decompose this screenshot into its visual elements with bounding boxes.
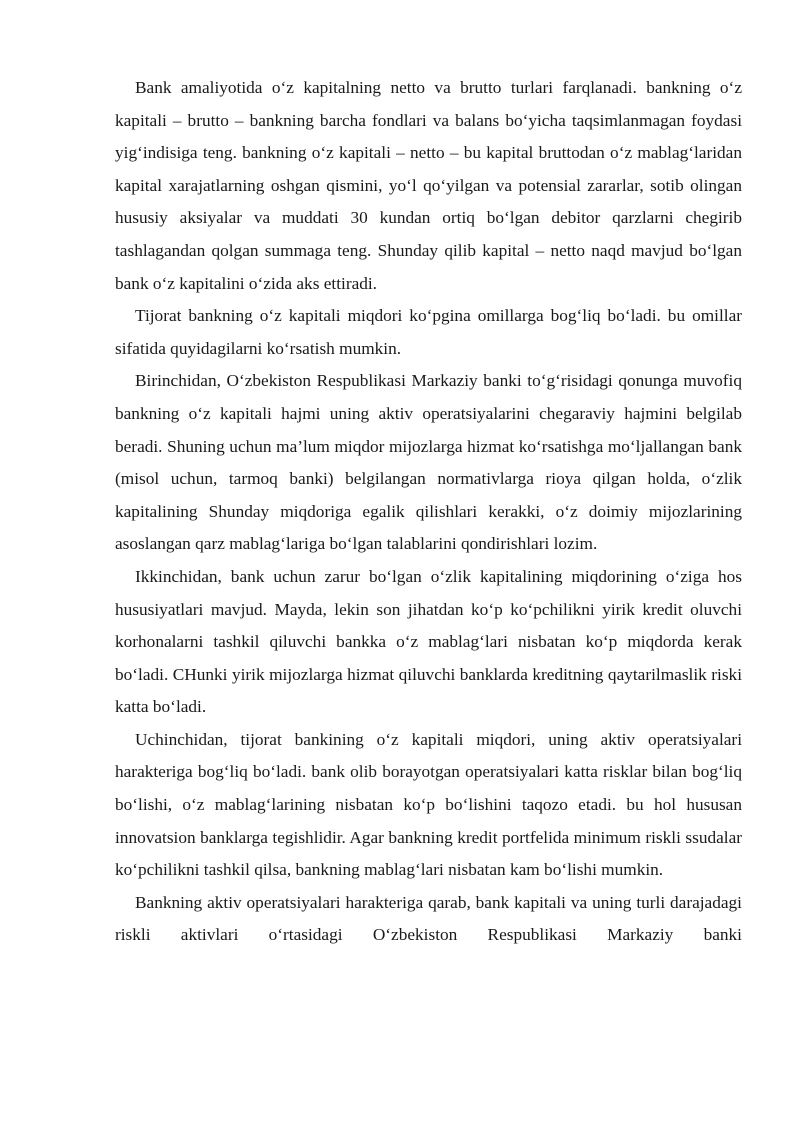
document-page (115, 72, 742, 952)
paragraph-capital-factors: Tijorat bankning o‘z kapitali miqdori ko‘pgina omillarga bog‘liq bo‘ladi. bu omillar sifatida quyidagilarni ko‘rsatish mumkin. (115, 306, 742, 358)
paragraph-active-operations: Bankning aktiv operatsiyalari harakteriga qarab, bank kapitali va uning turli darajadagi riskli aktivlari o‘rtasidagi O‘zbekiston Respublikasi Markaziy banki (115, 892, 742, 945)
paragraph-secondly: Ikkinchidan, bank uchun zarur bo‘lgan o‘zlik kapitalining miqdorining o‘ziga hos hususiyatlari mavjud. Mayda, lekin son jihatdan ko‘p ko‘pchilikni yirik kredit oluvchi korhonalarni tashkil qiluvchi bankka o‘z mablag‘lari nisbatan ko‘p miqdorda kerak bo‘ladi. CHunki yirik mijozlarga hizmat qiluvchi banklarda kreditning qaytarilmaslik riski katta bo‘ladi. (115, 566, 742, 717)
paragraph-thirdly: Uchinchidan, tijorat bankining o‘z kapitali miqdori, uning aktiv operatsiyalari harakteriga bog‘liq bo‘ladi. bank olib borayotgan operatsiyalari katta risklar bilan bog‘liq bo‘lishi, o‘z mablag‘larining nisbatan ko‘p bo‘lishini taqozo etadi. bu hol hususan innovatsion banklarga tegishlidir. Agar bankning kredit portfelida minimum riskli ssudalar ko‘pchilikni tashkil qilsa, bankning mablag‘lari nisbatan kam bo‘lishi mumkin. (115, 729, 742, 880)
paragraph-firstly: Birinchidan, O‘zbekiston Respublikasi Markaziy banki to‘g‘risidagi qonunga muvofiq bankning o‘z kapitali hajmi uning aktiv operatsiyalarini chegaraviy hajmini belgilab beradi. Shuning uchun ma’lum miqdor mijozlarga hizmat ko‘rsatishga mo‘ljallangan bank (misol uchun, tarmoq banki) belgilangan normativlarga rioya qilgan holda, o‘zlik kapitalining Shunday miqdoriga egalik qilishlari kerakki, o‘z doimiy mijozlarining asoslangan qarz mablag‘lariga bo‘lgan talablarini qondirishlari lozim. (115, 371, 742, 554)
paragraph-capital-netto-brutto: Bank amaliyotida o‘z kapitalning netto va brutto turlari farqlanadi. bankning o‘z kapitali – brutto – bankning barcha fondlari va balans bo‘yicha taqsimlanmagan foydasi yig‘indisiga teng. bankning o‘z kapitali – netto – bu kapital bruttodan o‘z mablag‘laridan kapital xarajatlarning oshgan qismini, yo‘l qo‘yilgan va potensial zararlar, sotib olingan hususiy aksiyalar va muddati 30 kundan ortiq bo‘lgan debitor qarzlarni chegirib tashlagandan qolgan summaga teng. Shunday qilib kapital – netto naqd mavjud bo‘lgan bank o‘z kapitalini o‘zida aks ettiradi. (115, 78, 742, 293)
